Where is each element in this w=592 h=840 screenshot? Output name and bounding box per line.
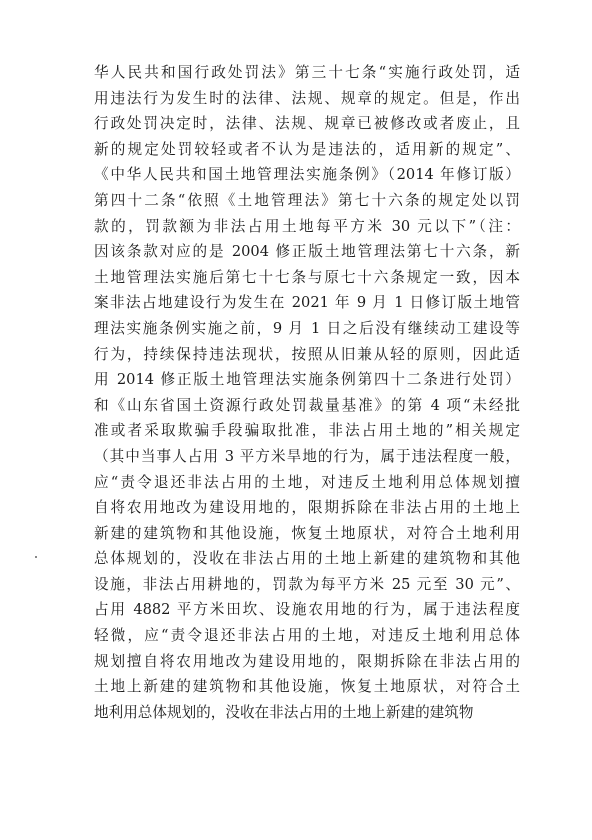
text-line: 设施，非法占用耕地的，罚款为每平方米 25 元至 30 元”、	[94, 575, 520, 593]
text-line: 理法实施条例实施之前，9 月 1 日之后没有继续动工建设等	[94, 319, 520, 337]
text-line: 总体规划的，没收在非法占用的土地上新建的建筑物和其他	[94, 550, 520, 568]
text-line: 和《山东省国土资源行政处罚裁量基准》的第 4 项“未经批	[94, 396, 520, 414]
text-line: 行政处罚决定时，法律、法规、规章已被修改或者废止，且	[94, 115, 520, 133]
text-line: 规划擅自将农用地改为建设用地的，限期拆除在非法占用的	[94, 652, 520, 670]
text-line: 行为，持续保持违法现状，按照从旧兼从轻的原则，因此适	[94, 345, 520, 363]
text-line: 自将农用地改为建设用地的，限期拆除在非法占用的土地上	[94, 499, 520, 517]
text-line: 《中华人民共和国土地管理法实施条例》（2014 年修订版）	[94, 166, 520, 184]
text-line: 用违法行为发生时的法律、法规、规章的规定。但是，作出	[94, 89, 520, 107]
text-line: 款的，罚款额为非法占用土地每平方米 30 元以下”（注：	[94, 217, 520, 235]
text-line: 华人民共和国行政处罚法》第三十七条“实施行政处罚，适	[94, 64, 520, 81]
text-line: 土地上新建的建筑物和其他设施，恢复土地原状，对符合土	[94, 678, 520, 696]
text-line: 应“责令退还非法占用的土地，对违反土地利用总体规划擅	[94, 473, 520, 491]
text-line: 占用 4882 平方米田坎、设施农用地的行为，属于违法程度	[94, 601, 520, 619]
text-line: 用 2014 修正版土地管理法实施条例第四十二条进行处罚）	[94, 371, 520, 389]
text-line: 准或者采取欺骗手段骗取批准，非法占用土地的”相关规定	[94, 422, 520, 440]
text-line: （其中当事人占用 3 平方米旱地的行为，属于违法程度一般，	[94, 447, 520, 465]
text-line: 土地管理法实施后第七十七条与原七十六条规定一致，因本	[94, 268, 520, 286]
margin-mark	[35, 556, 37, 558]
text-line: 因该条款对应的是 2004 修正版土地管理法第七十六条，新	[94, 243, 520, 261]
text-line: 第四十二条“依照《土地管理法》第七十六条的规定处以罚	[94, 191, 520, 209]
body-text	[94, 60, 520, 725]
text-line: 地利用总体规划的，没收在非法占用的土地上新建的建筑物	[94, 703, 474, 721]
text-line: 新的规定处罚较轻或者不认为是违法的，适用新的规定”、	[94, 140, 520, 158]
text-line: 案非法占地建设行为发生在 2021 年 9 月 1 日修订版土地管	[94, 294, 520, 312]
text-line: 新建的建筑物和其他设施，恢复土地原状，对符合土地利用	[94, 524, 520, 542]
text-line: 轻微，应“责令退还非法占用的土地，对违反土地利用总体	[94, 627, 520, 645]
